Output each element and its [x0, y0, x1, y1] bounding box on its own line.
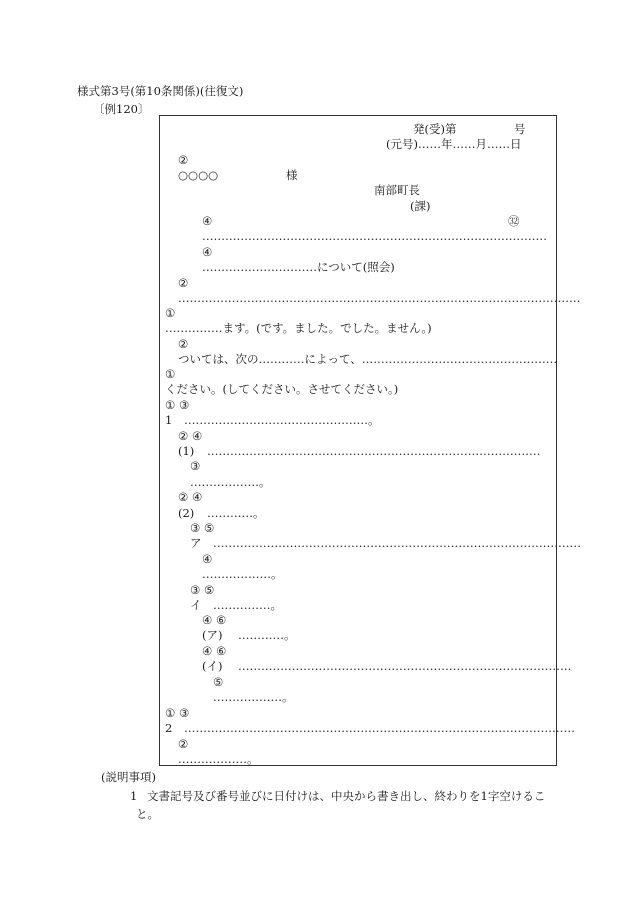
indent-mark: ①	[165, 367, 176, 381]
item-number: 1	[165, 413, 173, 427]
indent-marks: ② ④	[178, 490, 203, 504]
date-line: (元号)……年……月……日	[386, 137, 522, 151]
indent-mark: ④	[202, 214, 213, 228]
note-text-continued: と。	[136, 807, 159, 821]
note-number: 1	[130, 789, 138, 803]
indent-marks: ④ ⑥	[202, 644, 227, 658]
body-line: ……………………………………………………………………………………………	[178, 291, 581, 305]
indent-mark: ㉜	[508, 214, 520, 228]
item-number: (イ)	[202, 659, 223, 673]
item-text: ……………………………………………………………………………………	[213, 536, 581, 550]
item-text: ………………。	[190, 475, 271, 489]
indent-mark: ②	[178, 153, 189, 167]
body-line: ついては、次の…………によって、……………………………………………	[178, 352, 558, 366]
subject-text: …………………………について(照会)	[202, 260, 395, 274]
notes-heading: (説明事項)	[101, 770, 156, 784]
indent-mark: ④	[202, 552, 213, 566]
body-line: ください。(してください。させてください。)	[165, 382, 399, 396]
indent-mark: ②	[178, 276, 189, 290]
indent-marks: ③ ⑤	[190, 583, 215, 597]
form-title: 様式第3号(第10条関係)(往復文)	[77, 84, 244, 98]
addressee-honorific: 様	[286, 168, 298, 182]
item-number: イ	[190, 598, 202, 612]
indent-marks: ④ ⑥	[202, 613, 227, 627]
item-number: (1)	[178, 444, 195, 458]
example-label: 〔例120〕	[93, 102, 150, 116]
issue-number-line: 発(受)第 号	[413, 122, 526, 136]
item-number: (2)	[178, 506, 195, 520]
item-text: ……………………………………………………………………………	[238, 659, 572, 673]
item-text: ……………………………………………………………………………	[207, 444, 541, 458]
indent-mark: ②	[178, 337, 189, 351]
sender-title: 南部町長	[374, 183, 420, 197]
item-text: ………………。	[178, 752, 259, 766]
item-text: …………………………………………………………………………………………	[184, 721, 575, 735]
item-number: ア	[190, 536, 202, 550]
sender-section: (課)	[410, 199, 431, 213]
body-line: ……………ます。(です。ました。でした。ません。)	[165, 321, 432, 335]
indent-mark: ①	[165, 306, 176, 320]
indent-marks: ③ ⑤	[190, 521, 215, 535]
item-text: …………。	[238, 628, 296, 642]
indent-mark: ③	[190, 459, 201, 473]
indent-marks: ① ③	[165, 398, 190, 412]
indent-marks: ② ④	[178, 429, 203, 443]
indent-mark: ④	[202, 245, 213, 259]
indent-marks: ① ③	[165, 706, 190, 720]
item-text: …………………………………………。	[184, 413, 380, 427]
indent-mark: ⑤	[213, 675, 224, 689]
addressee-name: ○○○○	[178, 168, 219, 182]
item-number: (ア)	[202, 628, 223, 642]
item-text: ………………。	[202, 567, 283, 581]
indent-mark: ②	[178, 737, 189, 751]
item-number: 2	[165, 721, 173, 735]
subject-line: ………………………………………………………………………………	[202, 229, 547, 243]
item-text: …………。	[207, 506, 265, 520]
item-text: ……………。	[213, 598, 282, 612]
item-text: ………………。	[213, 690, 294, 704]
note-text: 文書記号及び番号並びに日付けは、中央から書き出し、終わりを1字空けるこ	[147, 789, 546, 803]
